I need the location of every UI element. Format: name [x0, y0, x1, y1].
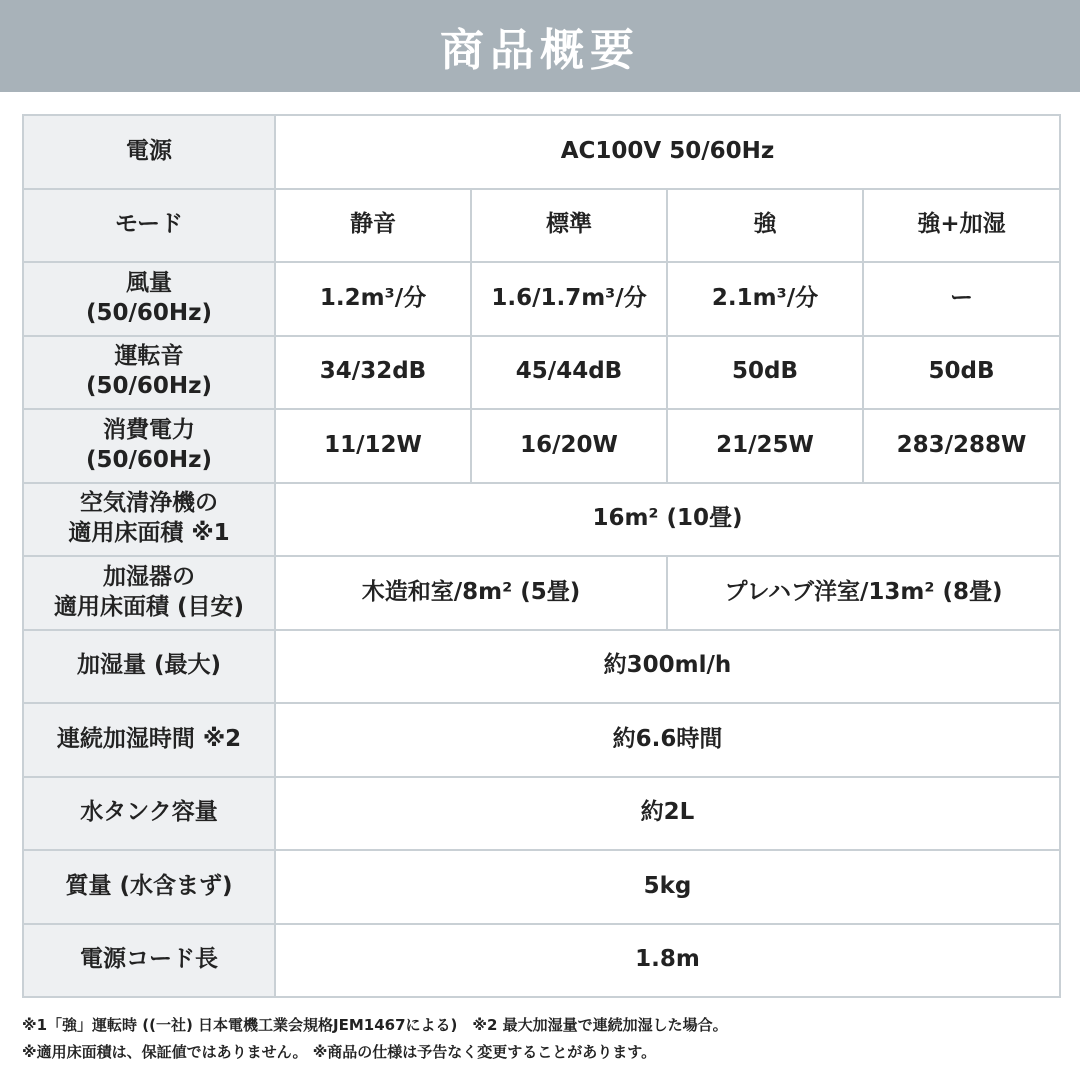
mode-quiet: 静音	[275, 189, 471, 263]
noise-standard: 45/44dB	[471, 336, 667, 410]
airflow-strong: 2.1m³/分	[667, 262, 863, 336]
table-row-noise	[23, 336, 1060, 410]
row-label-airflow	[23, 262, 275, 336]
consumption-label-line1: 消費電力	[103, 416, 195, 443]
airflow-quiet: 1.2m³/分	[275, 262, 471, 336]
noise-label-line1: 運転音	[114, 343, 184, 370]
humidifier-area-label-line2: 適用床面積 (目安)	[53, 593, 245, 620]
airflow-standard: 1.6/1.7m³/分	[471, 262, 667, 336]
spec-table	[22, 114, 1061, 998]
consumption-strong: 21/25W	[667, 409, 863, 483]
table-row-weight	[23, 850, 1060, 924]
footnotes	[22, 1012, 1062, 1066]
humidifier-area-prefab: プレハブ洋室/13m² (8畳)	[667, 556, 1060, 630]
airflow-label-line1: 風量	[126, 269, 172, 296]
table-row-humidifier-area	[23, 556, 1060, 630]
table-row-purifier-area	[23, 483, 1060, 557]
table-row-tank	[23, 777, 1060, 851]
table-row-mode	[23, 189, 1060, 263]
cord-value: 1.8m	[275, 924, 1060, 998]
table-row-consumption	[23, 409, 1060, 483]
humidify-amount-value: 約300ml/h	[275, 630, 1060, 704]
table-row-cord	[23, 924, 1060, 998]
table-row-power	[23, 115, 1060, 189]
noise-strong-humidify: 50dB	[863, 336, 1060, 410]
humidifier-area-wooden: 木造和室/8m² (5畳)	[275, 556, 667, 630]
row-label-mode: モード	[23, 189, 275, 263]
noise-label-line2: (50/60Hz)	[85, 373, 213, 400]
mode-strong: 強	[667, 189, 863, 263]
mode-standard: 標準	[471, 189, 667, 263]
noise-strong: 50dB	[667, 336, 863, 410]
consumption-label-line2: (50/60Hz)	[85, 446, 213, 473]
row-label-humidify-amount: 加湿量 (最大)	[23, 630, 275, 704]
row-label-power: 電源	[23, 115, 275, 189]
weight-value: 5kg	[275, 850, 1060, 924]
purifier-area-label-line1: 空気清浄機の	[80, 490, 218, 517]
noise-quiet: 34/32dB	[275, 336, 471, 410]
airflow-strong-humidify: ー	[863, 262, 1060, 336]
row-label-consumption	[23, 409, 275, 483]
table-row-airflow	[23, 262, 1060, 336]
row-label-purifier-area	[23, 483, 275, 557]
table-row-humidify-amount	[23, 630, 1060, 704]
airflow-label-line2: (50/60Hz)	[85, 299, 213, 326]
humidifier-area-label-line1: 加湿器の	[103, 563, 195, 590]
row-label-noise	[23, 336, 275, 410]
power-value: AC100V 50/60Hz	[275, 115, 1060, 189]
row-label-weight: 質量 (水含まず)	[23, 850, 275, 924]
row-label-cord: 電源コード長	[23, 924, 275, 998]
purifier-area-label-line2: 適用床面積 ※1	[68, 520, 230, 547]
tank-value: 約2L	[275, 777, 1060, 851]
row-label-humidifier-area	[23, 556, 275, 630]
purifier-area-value: 16m² (10畳)	[275, 483, 1060, 557]
header-banner	[0, 0, 1080, 92]
consumption-strong-humidify: 283/288W	[863, 409, 1060, 483]
consumption-quiet: 11/12W	[275, 409, 471, 483]
consumption-standard: 16/20W	[471, 409, 667, 483]
row-label-continuous-time: 連続加湿時間 ※2	[23, 703, 275, 777]
footnote-line-1: ※1「強」運転時 ((一社) 日本電機工業会規格JEM1467による) ※2 最大加湿量で連続加湿した場合。	[22, 1016, 728, 1034]
row-label-tank: 水タンク容量	[23, 777, 275, 851]
page-title: 商品概要	[440, 25, 640, 76]
mode-strong-humidify: 強+加湿	[863, 189, 1060, 263]
table-row-continuous-time	[23, 703, 1060, 777]
continuous-time-value: 約6.6時間	[275, 703, 1060, 777]
footnote-line-2: ※適用床面積は、保証値ではありません。 ※商品の仕様は予告なく変更することがあります。	[22, 1043, 657, 1061]
